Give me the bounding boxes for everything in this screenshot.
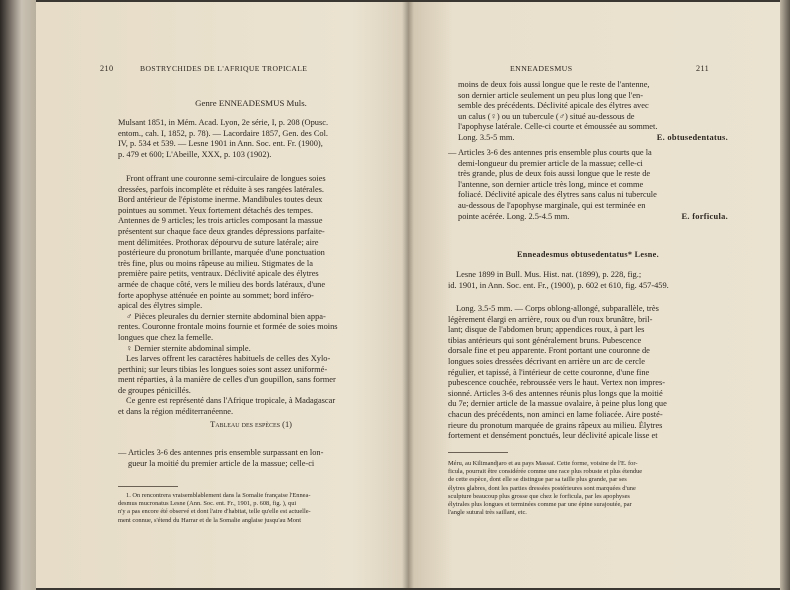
footnote-line: ficula, pourrait être considérée comme une race plus robuste et plus étendue [448, 468, 643, 476]
text-line: ment délimitées. Prothorax dépourvu de suture latérale; aire [118, 237, 319, 247]
footnote-line: de cette espèce, dont elle se distingue par sa taille plus grande, par ses [448, 476, 627, 484]
left-page [36, 2, 408, 588]
key-line: — Articles 3-6 des antennes pris ensemble surpassant en lon- [118, 448, 324, 457]
text-line: perthini; sur leurs tibias les longues soies sont assez uniformé- [118, 364, 328, 374]
footnote-line: élytrales plus longues et terminées comme par une épine surajoutée, par [448, 501, 632, 509]
key-line: semble des précédents. Déclivité apicale des élytres avec [458, 101, 649, 111]
tableau-title: Tableau des espèces (1) [210, 420, 292, 429]
key-line: l'antenne, son dernier article très long, mince et comme [458, 179, 644, 189]
key-entry-forficula [448, 148, 728, 222]
species-references [448, 270, 728, 291]
key-line [448, 133, 728, 144]
key-result-species: E. obtusedentatus. [656, 132, 728, 142]
footnote-line: ment connue, s'étend du Harrar et de la Somalie anglaise jusqu'au Mont [118, 516, 301, 524]
text-line: longues que chez la femelle. [118, 332, 214, 342]
text-line: rentes. Couronne frontale moins fournie et formée de soies moins [118, 322, 338, 332]
key-line: un calus (♀) ou un tubercule (♂) situé au-dessous de [458, 111, 635, 121]
text-line: dressées, parfois incomplète et réduite à ses rangées latérales. [118, 184, 325, 194]
text-line: première paire petits, ventraux. Déclivité apicale des élytres [118, 269, 319, 279]
key-line: — Articles 3-6 des antennes pris ensemble plus courts que la [448, 148, 652, 157]
text-line: ♂ Pièces pleurales du dernier sternite abdominal bien appa- [126, 311, 326, 321]
footnote-line: l'angle sutural très saillant, etc. [448, 509, 527, 517]
text-line: Bord antérieur de l'épistome inerme. Mandibules toutes deux [118, 195, 323, 205]
left-page-number: 210 [100, 64, 114, 73]
text-line: de groupes pénicillés. [118, 385, 191, 395]
book-gutter [402, 0, 414, 590]
tableau-key [118, 448, 396, 469]
text-line: apical des élytres simple. [118, 301, 203, 311]
text-line: présentent sur chaque face deux grandes dépressions parfaite- [118, 226, 325, 236]
genus-description [118, 174, 396, 418]
text-line: ♀ Dernier sternite abdominal simple. [126, 343, 251, 353]
text-line: pubescence couchée, rebroussée vers le haut. Vertex non impres- [448, 378, 666, 388]
left-footnote [118, 492, 398, 525]
text-line: Antennes de 9 articles; les trois articles composant la massue [118, 216, 323, 226]
right-running-head: ENNEADESMUS [510, 64, 573, 73]
key-line: foliacé. Déclivité apicale des élytres sans calus ni tubercule [458, 190, 657, 200]
text-line: très fine, plus ou moins râpeuse au milieu. Stigmates de la [118, 258, 313, 268]
footnote-line: Méru, au Kilimandjaro et au pays Massaï. Cette forme, voisine de l'E. for- [448, 460, 638, 467]
key-line: gueur la moitié du premier article de la massue; celle-ci [128, 458, 315, 468]
reference-line: entom., cah. I, 1852, p. 78). — Lacordaire 1857, Gen. des Col. [118, 128, 329, 138]
text-line: Les larves offrent les caractères habituels de celles des Xylo- [126, 354, 331, 364]
text-line: lant; disque de l'abdomen brun; appendices roux, à part les [448, 325, 645, 335]
footnote-line: 1. On rencontrera vraisemblablement dans la Somalie française l'Ennea- [126, 492, 311, 499]
right-page [408, 2, 780, 588]
text-line: et dans la région méditerranéenne. [118, 407, 234, 417]
footnote-line: n'y a pas encore été observé et dont l'aire d'habitat, telle qu'elle est actuelle- [118, 508, 311, 516]
text-line: ment réparties, à la manière de celles d'un goupillon, sans former [118, 375, 336, 385]
text-line: forte apophyse atténuée en pointe au sommet; bord inféro- [118, 290, 314, 300]
text-line: chacun des précédents, non aminci en lame foliacée. Aire posté- [448, 409, 663, 419]
key-line: moins de deux fois aussi longue que le reste de l'antenne, [458, 80, 650, 89]
reference-line: IV, p. 534 et 539. — Lesne 1901 in Ann. Soc. ent. Fr. (1900), [118, 139, 323, 149]
reference-line: p. 479 et 600; L'Abeille, XXX, p. 103 (1902). [118, 149, 272, 159]
key-line [448, 212, 728, 223]
footnote-line: élytres glabres, dont les parties dressées postérieures sont marquées d'une [448, 484, 636, 492]
text-line: pointues au sommet. Yeux fortement détachés des tempes. [118, 205, 313, 215]
species-description [448, 304, 728, 442]
book-spine-left [0, 0, 36, 590]
footnote-rule [448, 452, 508, 453]
key-line: demi-longueur du premier article de la massue; celle-ci [458, 158, 643, 168]
key-result-species: E. forficula. [681, 211, 728, 221]
reference-line: Mulsant 1851, in Mém. Acad. Lyon, 2e série, I, p. 208 (Opusc. [118, 118, 329, 127]
key-length: Long. 3.5-5 mm. [458, 132, 515, 142]
left-running-head: BOSTRYCHIDES DE L'AFRIQUE TROPICALE [140, 64, 308, 73]
text-line: régulier, et tapissé, à l'intérieur de cette couronne, d'une fine [448, 367, 650, 377]
key-entry-obtusedentatus [448, 80, 728, 144]
text-line: rieure du pronotum marquée de grains râpeux au milieu. Élytres [448, 420, 663, 430]
text-line: du 7e; dernier article de la massue ovalaire, à peine plus long que [448, 399, 667, 409]
text-line: légèrement élargi en arrière, roux ou d'un roux brunâtre, bril- [448, 314, 653, 324]
text-line: dorsale fine et peu apparente. Front portant une couronne de [448, 346, 650, 356]
species-title: Enneadesmus obtusedentatus* Lesne. [517, 250, 659, 259]
text-line: Front offrant une couronne semi-circulaire de longues soies [126, 174, 326, 183]
text-line: postérieure du pronotum brillante, marquée d'une ponctuation [118, 248, 325, 258]
reference-line: Lesne 1899 in Bull. Mus. Hist. nat. (1899), p. 228, fig.; [456, 270, 642, 279]
text-line: fortement et densément ponctués, leur déclivité apicale lisse et [448, 431, 658, 441]
text-line: sionné. Articles 3-6 des antennes réunis plus longs que la moitié [448, 388, 663, 398]
text-line: Ce genre est représenté dans l'Afrique tropicale, à Madagascar [126, 396, 336, 406]
key-line: au-dessous de l'apophyse marginale, qui est terminée en [458, 200, 646, 210]
footnote-line: sculpture beaucoup plus grosse que chez le forficula, par les apophyses [448, 492, 630, 500]
footnote-line: desmus mucronatus Lesne (Ann. Soc. ent. Fr., 1901, p. 608, fig. ), qui [118, 500, 297, 508]
text-line: Long. 3.5-5 mm. — Corps oblong-allongé, subparallèle, très [456, 304, 659, 313]
reference-line: id. 1901, in Ann. Soc. ent. Fr., (1900), p. 602 et 610, fig. 457-459. [448, 280, 669, 290]
key-line: l'apophyse latérale. Celle-ci courte et émoussée au sommet. [458, 122, 658, 132]
text-line: tibias antérieurs qui sont généralement bruns. Pubescence [448, 335, 642, 345]
key-line: son dernier article seulement un peu plus long que l'en- [458, 90, 644, 100]
right-page-number: 211 [696, 64, 710, 73]
right-footnote [448, 460, 732, 517]
text-line: armée de chaque côté, vers le milieu des bords latéraux, d'une [118, 279, 326, 289]
footnote-rule [118, 486, 178, 487]
genus-title: Genre ENNEADESMUS Muls. [195, 98, 307, 108]
text-line: longues soies dressées décrivant en arrière un arc de cercle [448, 356, 645, 366]
key-line: très grande, plus de deux fois aussi longue que le reste de [458, 169, 651, 179]
book-edge-right [780, 0, 790, 590]
genus-references [118, 118, 396, 160]
key-length: pointe acérée. Long. 2.5-4.5 mm. [458, 211, 570, 221]
